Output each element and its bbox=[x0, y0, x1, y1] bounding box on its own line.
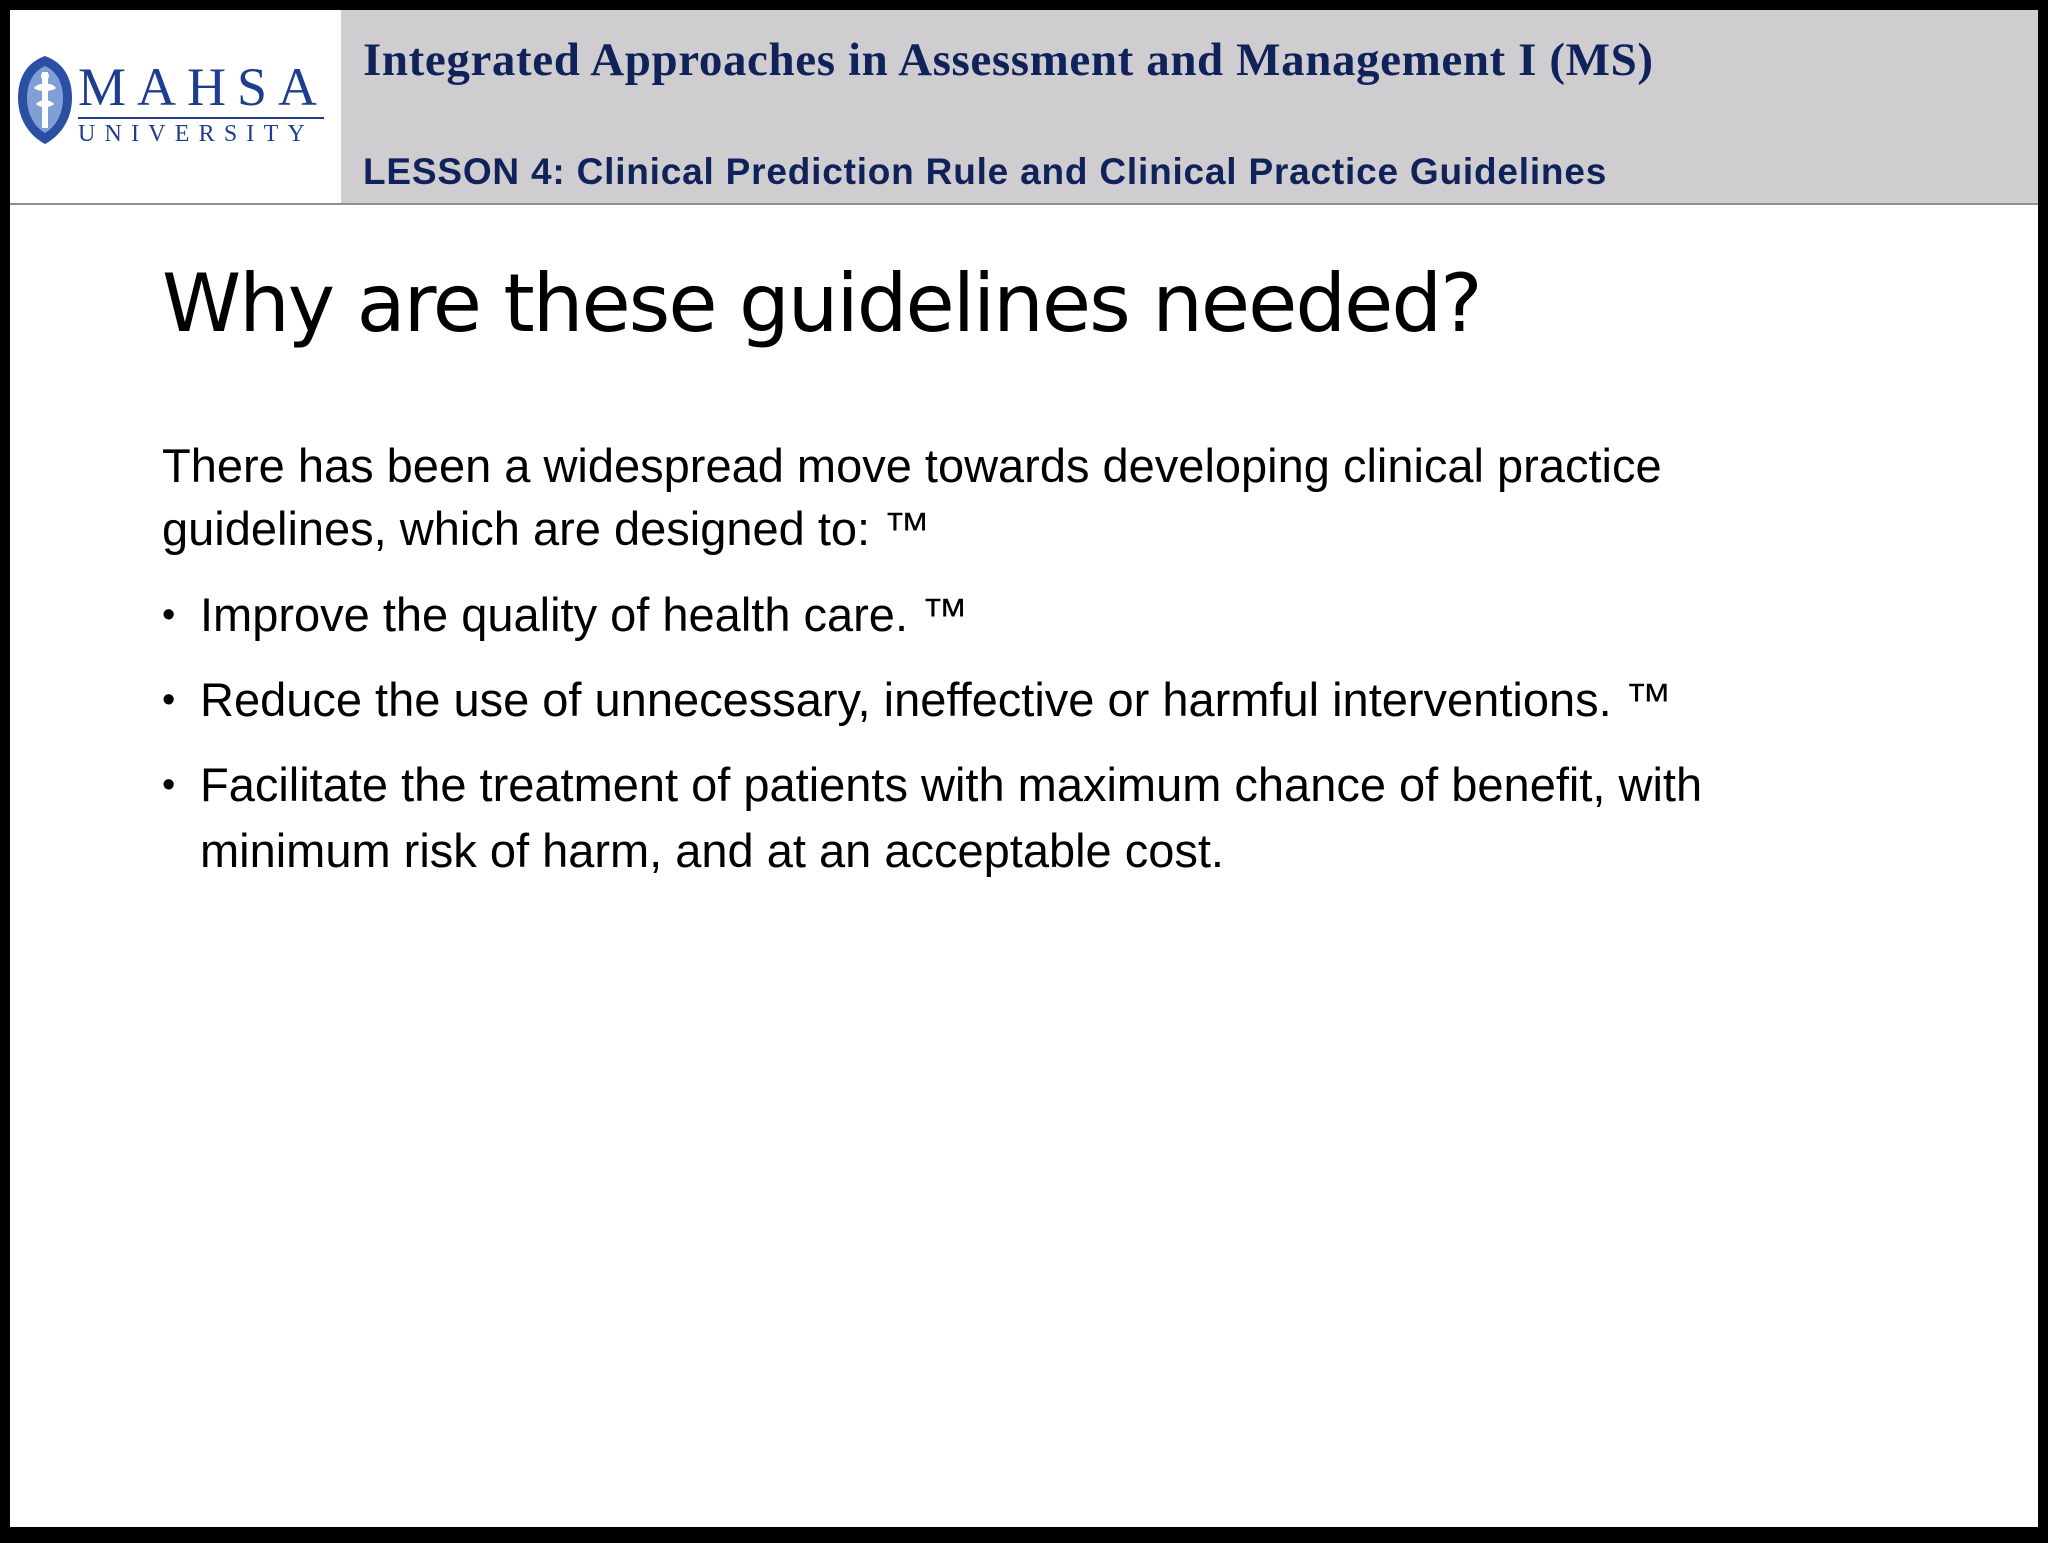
bullet-item bbox=[162, 752, 1882, 884]
seal-icon bbox=[14, 54, 76, 146]
slide bbox=[10, 10, 2038, 1527]
lesson-title: LESSON 4: Clinical Prediction Rule and Clinical Practice Guidelines bbox=[363, 151, 1608, 192]
logo-subtitle: UNIVERSITY bbox=[78, 121, 314, 147]
bullet-icon: • bbox=[162, 679, 176, 721]
bullet-list bbox=[162, 582, 1882, 884]
university-logo bbox=[14, 52, 329, 152]
logo-wordmark: MAHSA bbox=[78, 57, 329, 117]
slide-header bbox=[10, 10, 2038, 204]
logo-underline bbox=[78, 117, 324, 119]
bullet-item bbox=[162, 667, 1882, 733]
header-divider bbox=[10, 203, 2038, 205]
slide-title: Why are these guidelines needed? bbox=[162, 257, 1481, 350]
course-title: Integrated Approaches in Assessment and Management I (MS) bbox=[363, 34, 1654, 86]
bullet-text: Improve the quality of health care. ™ bbox=[200, 588, 969, 641]
bullet-text: Reduce the use of unnecessary, ineffective or harmful interventions. ™ bbox=[200, 673, 1672, 726]
bullet-icon: • bbox=[162, 764, 176, 806]
bullet-icon: • bbox=[162, 594, 176, 636]
slide-body bbox=[162, 434, 1882, 903]
intro-paragraph: There has been a widespread move towards developing clinical practice guidelines, which are designed to: ™ bbox=[162, 439, 1662, 555]
bullet-text: Facilitate the treatment of patients with maximum chance of benefit, with minimum risk of harm, and at an acceptable cost. bbox=[200, 758, 1703, 877]
bullet-item bbox=[162, 582, 1882, 648]
